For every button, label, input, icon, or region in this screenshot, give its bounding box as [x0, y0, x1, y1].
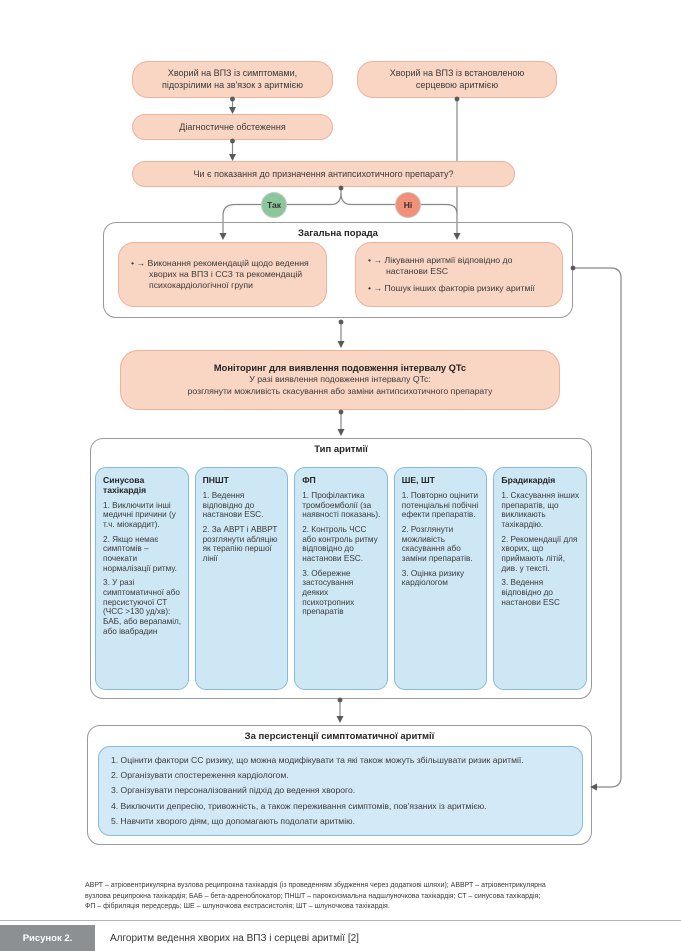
figure-number-label: Рисунок 2. [0, 925, 95, 951]
column-item: 1. Профілактика тромбоемболії (за наявності показань). [302, 490, 381, 520]
node-patient-with-symptoms: Хворий на ВПЗ із симптомами, підозрілими на зв'язок з аритмією [132, 61, 333, 98]
column-afib [294, 467, 388, 690]
figure-caption-bar [0, 925, 681, 951]
column-pnsht [195, 467, 289, 690]
general-advice-title: Загальна порада [298, 228, 378, 239]
column-title: Брадикардія [501, 475, 556, 485]
qtc-line2: розглянути можливість скасування або заміни антипсихотичного препарату [187, 386, 493, 396]
arrhythmia-type-section [90, 438, 592, 699]
column-ventricular [394, 467, 488, 690]
yes-badge: Так [261, 192, 287, 218]
arrhythmia-columns [95, 467, 587, 690]
column-item: 3. У разі симптоматичної або персистуючої СТ (ЧСС >130 уд/хв): БАБ, або верапаміл, або івабрадин [103, 578, 182, 636]
arrowhead-down [338, 429, 345, 436]
column-bradycardia [493, 467, 587, 690]
column-item: 3. Оцінка ризику кардіологом [401, 568, 465, 588]
footnote-line: ФП – фібриляція передсердь; ШЕ – шлуночкова екстрасистолія; ШТ – шлуночкова тахікардія. [85, 903, 390, 910]
arrowhead-down [338, 341, 345, 348]
footnote-line: АВРТ – атріовентрикулярна вузлова реципрокна тахікардія (із проведенням збудження через додаткові шляхи); АВВРТ – атріовентрикулярна [85, 882, 546, 889]
abbreviations-footnote [85, 881, 675, 913]
connector-dot [339, 320, 344, 325]
caption-divider [0, 920, 681, 921]
column-item: 1. Ведення відповідно до настанови ESC. [202, 490, 264, 520]
column-item: 2. Контроль ЧСС або контроль ритму відповідно до настанови ESC. [302, 524, 378, 563]
column-item: 1. Повторно оцінити потенціальні побічні ефекти препаратів. [401, 490, 479, 520]
persistence-title: За персистенції симптоматичної аритмії [244, 731, 435, 742]
persistence-box [98, 746, 583, 836]
column-item: 1. Скасування інших препаратів, що викликають тахікардію. [501, 490, 580, 529]
qtc-line1: У разі виявлення подовження інтервалу QTc: [249, 373, 431, 384]
persistence-item: 5. Навчити хворого діям, що допомагають подолати аритмію. [111, 815, 355, 826]
column-item: 2. Якщо немає симптомів – почекати нормалізації ритму. [103, 534, 177, 573]
advice-item-esc-treatment: • → Лікування аритмії відповідно до настанови ESC [368, 255, 513, 277]
arrowhead-down [337, 716, 344, 723]
column-item: 2. Розглянути можливість скасування або заміни препаратів. [401, 524, 473, 563]
persistence-item: 4. Виключити депресію, тривожність, а також переживання симптомів, пов'язаних із аритмією. [111, 800, 487, 811]
persistence-section [87, 725, 592, 845]
node-diagnostic-workup: Діагностичне обстеження [132, 114, 333, 140]
column-item: 1. Виключити інші медичні причини (у т.ч. міокардит). [103, 500, 176, 530]
column-title: ПНШТ [202, 475, 229, 485]
arrhythmia-type-title: Тип аритмії [314, 444, 368, 455]
column-title: ФП [302, 475, 316, 485]
advice-item-risk-search: • → Пошук інших факторів ризику аритмії [368, 282, 535, 293]
column-title: Синусова тахікардія [103, 475, 147, 495]
column-item: 3. Ведення відповідно до настанови ESC [501, 578, 560, 607]
column-item: 3. Обережне застосування деяких психотропних препаратів [302, 568, 355, 617]
figure-caption-text: Алгоритм ведення хворих на ВПЗ і серцеві аритмії [2] [110, 932, 359, 944]
persistence-item: 3. Організувати персоналізований підхід до ведення хворого. [111, 785, 356, 796]
general-advice-left-box [118, 242, 327, 307]
column-title: ШЕ, ШТ [401, 475, 435, 485]
qtc-title: Моніторинг для виявлення подовження інтервалу QTc [213, 362, 467, 373]
connector-dot [339, 410, 344, 415]
general-advice-right-box [355, 242, 563, 307]
node-patient-known-arrhythmia: Хворий на ВПЗ із встановленою серцевою аритмією [357, 61, 557, 98]
persistence-item: 1. Оцінити фактори СС ризику, що можна модифікувати та які також можуть збільшувати ризик аритмії. [111, 755, 524, 765]
footnote-line: вузлова реципрокна тахікардія; БАБ – бета-адреноблокатор; ПНШТ – пароксизмальна надшлуночкова тахікардія; СТ – синусова тахікардія; [85, 892, 541, 900]
qtc-monitoring-box [120, 350, 560, 410]
arrowhead-down [229, 154, 236, 161]
column-sinus-tachycardia [95, 467, 189, 690]
persistence-item: 2. Організувати спостереження кардіологом. [111, 770, 289, 781]
column-item: 2. Рекомендації для хворих, що приймають літій, див. у тексті. [501, 534, 578, 573]
column-item: 2. За АВРТ і АВВРТ розглянути абляцію як терапію першої лінії [202, 524, 278, 563]
node-antipsychotic-question: Чи є показання до призначення антипсихотичного препарату? [132, 161, 515, 187]
advice-item-recommendations: • → Виконання рекомендацій щодо ведення хворих на ВПЗ і ССЗ та рекомендацій психокардіологічної групи [131, 258, 309, 290]
arrowhead-down [229, 107, 236, 114]
no-badge: Ні [395, 192, 421, 218]
